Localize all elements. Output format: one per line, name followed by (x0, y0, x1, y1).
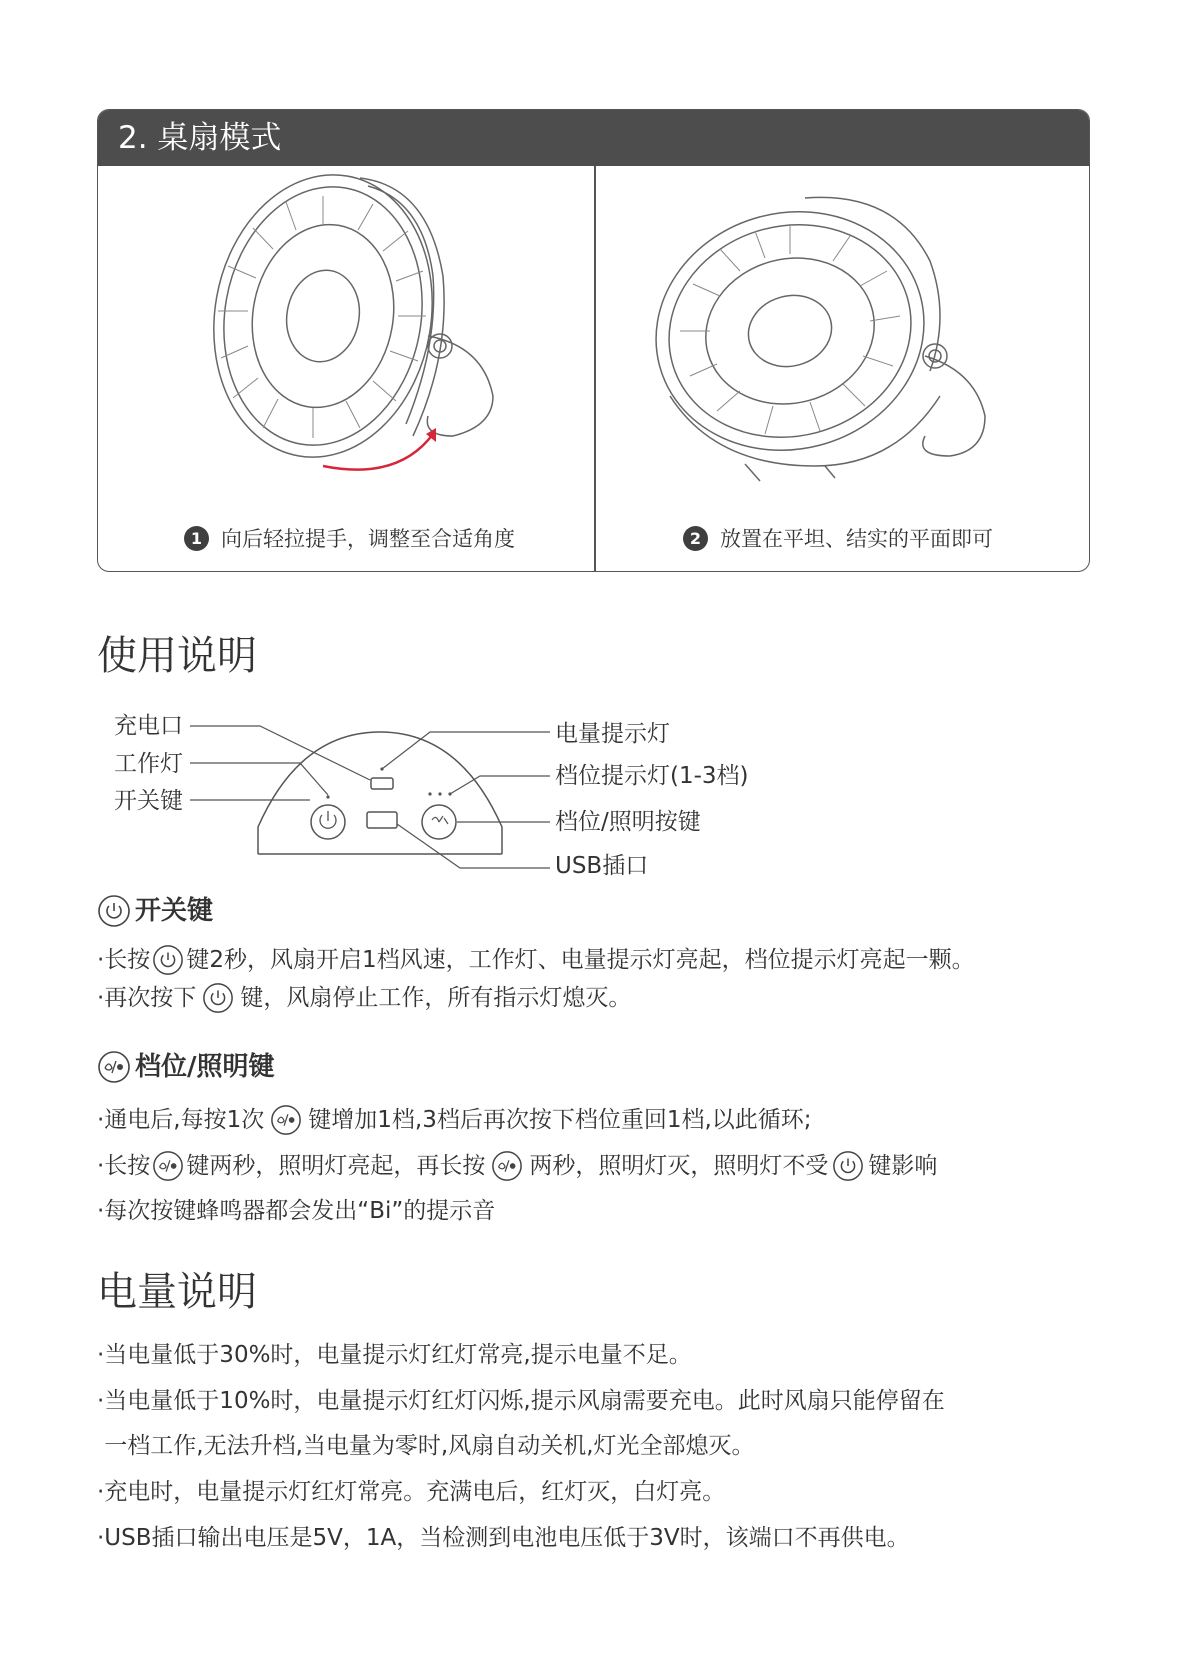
step2-number: 2 (683, 526, 708, 551)
tilt-arrow (323, 434, 433, 470)
gear-line-2-b: 键两秒，照明灯亮起，再长按 (186, 1153, 486, 1179)
step1-text: 向后轻拉提手，调整至合适角度 (221, 527, 515, 551)
label-battery-indicator: 电量提示灯 (555, 721, 670, 747)
power-icon (202, 982, 234, 1014)
power-line-2-a: ·再次按下 (97, 985, 197, 1011)
gear-key-title: 档位/照明键 (135, 1052, 275, 1082)
battery-line-1: ·当电量低于30%时，电量提示灯红灯常亮,提示电量不足。 (97, 1342, 692, 1368)
desk-fan-mode-panel (97, 109, 1090, 572)
gear-line-1-a: ·通电后,每按1次 (97, 1107, 265, 1133)
step1-number: 1 (184, 526, 209, 551)
battery-line-4: ·充电时，电量提示灯红灯常亮。充满电后，红灯灭，白灯亮。 (97, 1479, 726, 1505)
power-icon (97, 894, 131, 928)
fan-tilt-illustration (98, 166, 594, 516)
label-work-light: 工作灯 (114, 751, 183, 777)
battery-title: 电量说明 (97, 1269, 257, 1315)
step2-caption (683, 523, 993, 553)
step1-caption (184, 523, 515, 553)
fan-light-icon (97, 1050, 131, 1084)
battery-line-3: 一档工作,无法升档,当电量为零时,风扇自动关机,灯光全部熄灭。 (97, 1433, 755, 1459)
power-line-2 (97, 982, 631, 1014)
battery-line-5: ·USB插口输出电压是5V，1A，当检测到电池电压低于3V时，该端口不再供电。 (97, 1525, 910, 1551)
gear-line-2-d: 键影响 (868, 1153, 938, 1179)
label-charge-port: 充电口 (114, 713, 183, 739)
battery-line-2: ·当电量低于10%时，电量提示灯红灯闪烁,提示风扇需要充电。此时风扇只能停留在 (97, 1388, 945, 1414)
fan-light-icon (491, 1150, 523, 1182)
gear-line-2-a: ·长按 (97, 1153, 151, 1179)
power-icon (152, 944, 184, 976)
gear-line-3: ·每次按键蜂鸣器都会发出“Bi”的提示音 (97, 1198, 496, 1224)
gear-line-2-c: 两秒，照明灯灭，照明灯不受 (529, 1153, 829, 1179)
fan-light-icon (152, 1150, 184, 1182)
power-line-1-a: ·长按 (97, 947, 151, 973)
usage-title: 使用说明 (97, 633, 257, 679)
label-gear-indicator: 档位提示灯(1-3档) (555, 763, 749, 789)
fan-light-icon (270, 1104, 302, 1136)
power-line-1 (97, 944, 975, 976)
power-key-title: 开关键 (135, 896, 214, 926)
power-key-heading (97, 894, 213, 928)
mode-header (98, 110, 1089, 166)
power-icon (832, 1150, 864, 1182)
gear-key-heading (97, 1050, 275, 1084)
gear-line-2 (97, 1150, 937, 1182)
power-line-2-b: 键，风扇停止工作，所有指示灯熄灭。 (240, 985, 632, 1011)
gear-line-1-b: 键增加1档,3档后再次按下档位重回1档,以此循环; (308, 1107, 812, 1133)
step2-text: 放置在平坦、结实的平面即可 (720, 527, 993, 551)
fan-placement-illustration (595, 166, 1090, 516)
mode-title: 2. 桌扇模式 (118, 120, 282, 156)
power-line-1-b: 键2秒，风扇开启1档风速，工作灯、电量提示灯亮起，档位提示灯亮起一颗。 (186, 947, 975, 973)
leader-lines (190, 720, 550, 890)
label-usb-port: USB插口 (555, 853, 649, 879)
gear-line-1 (97, 1104, 812, 1136)
label-power-key: 开关键 (114, 788, 183, 814)
label-gear-light-key: 档位/照明按键 (555, 809, 701, 835)
